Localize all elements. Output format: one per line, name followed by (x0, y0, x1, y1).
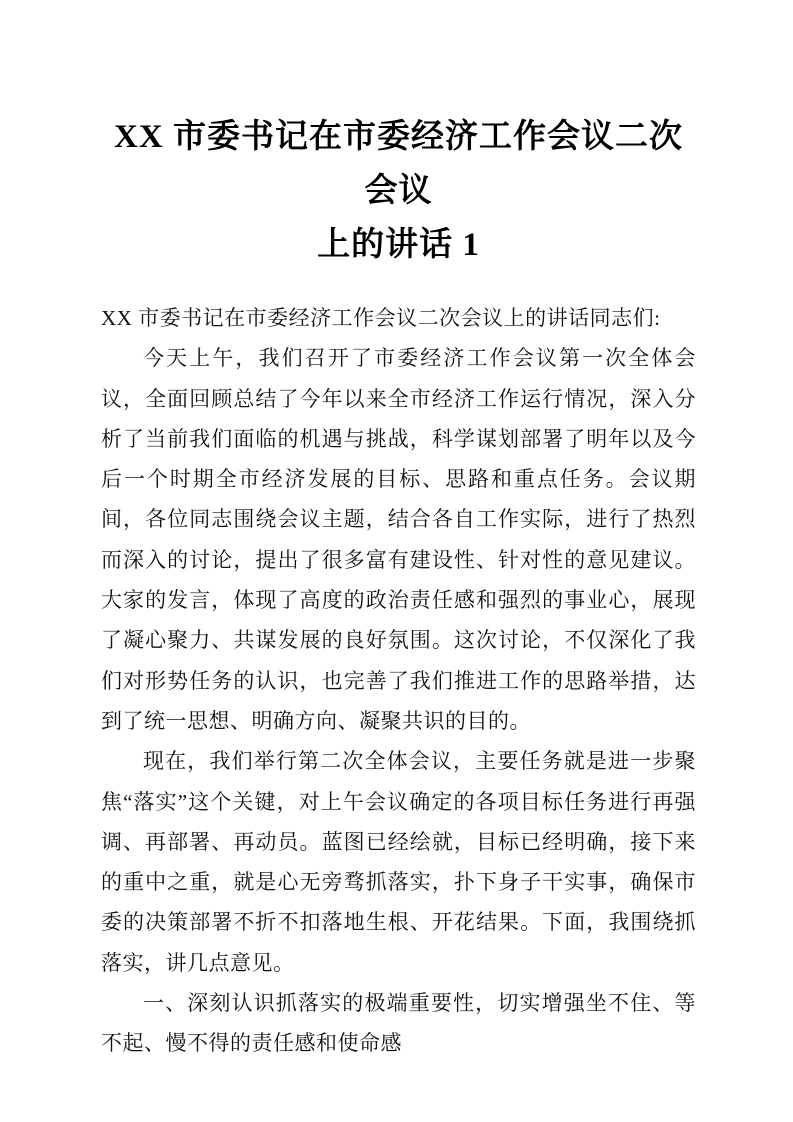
paragraph-section-heading-1: 一、深刻认识抓落实的极端重要性，切实增强坐不住、等不起、慢不得的责任感和使命感 (101, 991, 696, 1056)
document-title-line-1: XX 市委书记在市委经济工作会议二次会议 (114, 119, 683, 209)
paragraph-body-2: 现在，我们举行第二次全体会议，主要任务就是进一步聚焦“落实”这个关键，对上午会议确定的各项目标任务进行再强调、再部署、再动员。蓝图已经绘就，目标已经明确，接下来的重中之重，就是心无旁骛抓落实，扑下身子干实事，确保市委的决策部署不折不扣落地生根、开花结果。下面，我围绕抓落实，讲几点意见。 (101, 749, 696, 975)
paragraph-salutation: XX 市委书记在市委经济工作会议二次会议上的讲话同志们: (101, 306, 661, 330)
document-title (101, 110, 696, 272)
document-title-line-2: 上的讲话 1 (317, 227, 480, 263)
paragraph-body-1: 今天上午，我们召开了市委经济工作会议第一次全体会议，全面回顾总结了今年以来全市经济工作运行情况，深入分析了当前我们面临的机遇与挑战，科学谋划部署了明年以及今后一个时期全市经济发展的目标、思路和重点任务。会议期间，各位同志围绕会议主题，结合各自工作实际，进行了热烈而深入的讨论，提出了很多富有建设性、针对性的意见建议。大家的发言，体现了高度的政治责任感和强烈的事业心，展现了凝心聚力、共谋发展的良好氛围。这次讨论，不仅深化了我们对形势任务的认识，也完善了我们推进工作的思路举措，达到了统一思想、明确方向、凝聚共识的目的。 (101, 346, 696, 733)
